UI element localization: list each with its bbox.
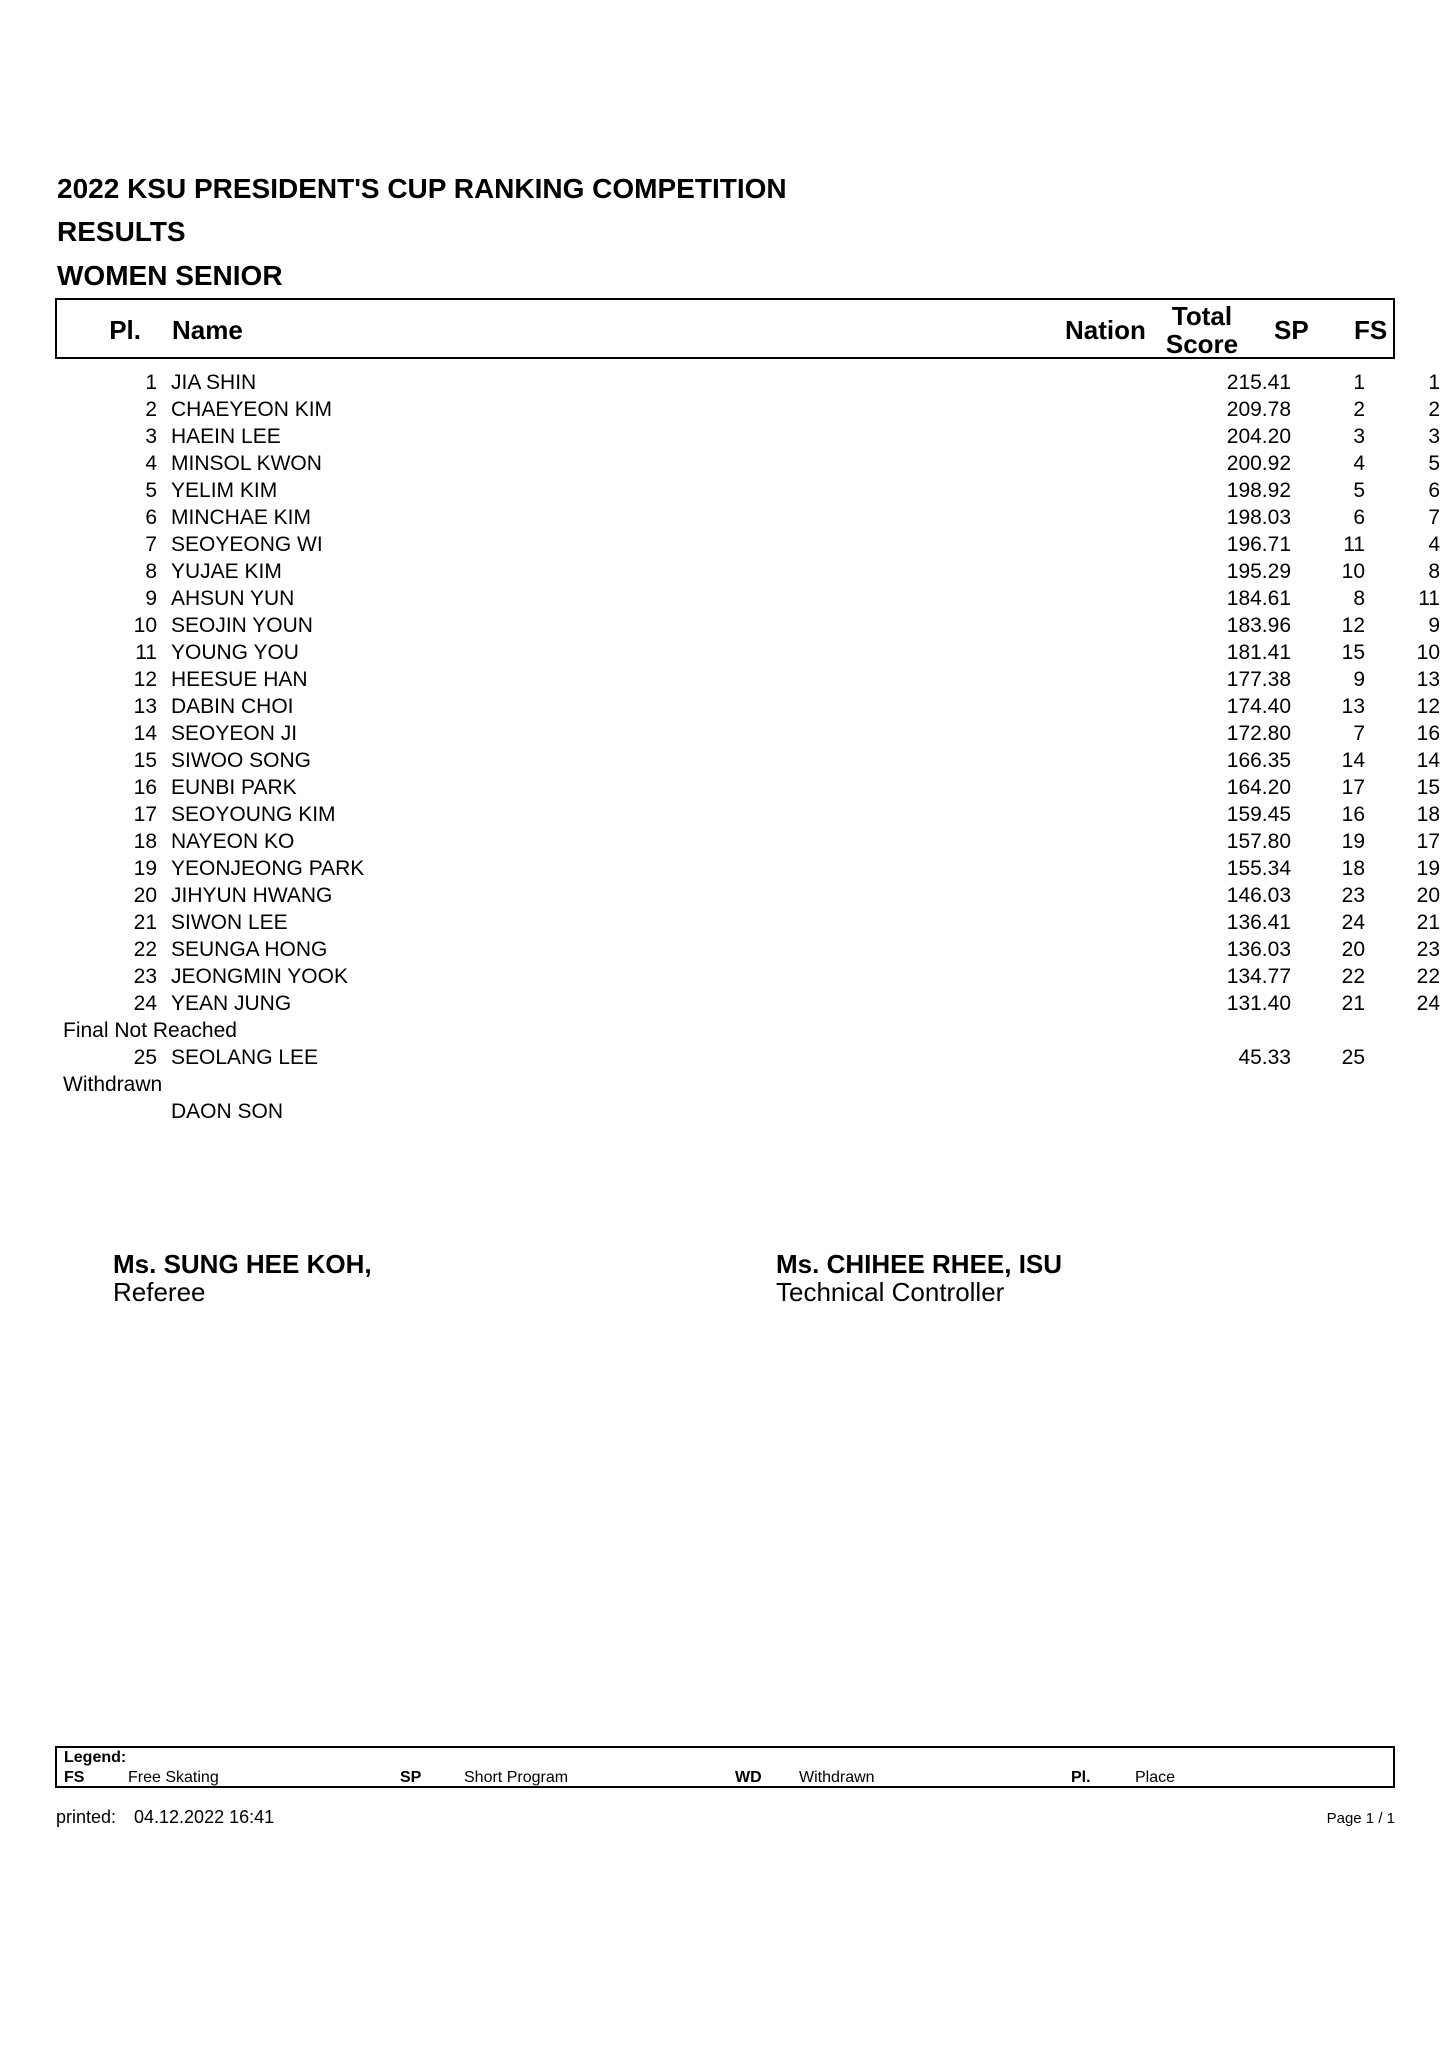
header-nation: Nation [1065,315,1146,345]
table-row [57,1044,1393,1071]
legend-desc-pl: Place [1135,1769,1176,1786]
table-row [57,828,1440,855]
place-cell: 17 [133,803,157,826]
place-cell: 1 [145,371,157,394]
table-row [57,693,1440,720]
total-score-cell: 45.33 [1238,1046,1291,1069]
sp-rank-cell: 5 [1353,479,1365,502]
fs-rank-cell: 1 [1428,371,1440,394]
fs-rank-cell: 7 [1428,506,1440,529]
place-cell: 12 [133,668,157,691]
total-score-cell: 155.34 [1226,857,1291,880]
place-cell: 13 [133,695,157,718]
total-score-cell: 198.92 [1226,479,1291,502]
place-cell: 22 [133,938,157,961]
fs-rank-cell: 22 [1416,965,1440,988]
place-cell: 4 [145,452,157,475]
total-score-cell: 136.41 [1226,911,1291,934]
sp-rank-cell: 12 [1341,614,1365,637]
table-row [57,531,1440,558]
table-row [57,558,1440,585]
fs-rank-cell: 4 [1428,533,1440,556]
name-cell: SEOYEONG WI [171,533,323,556]
printed-label: printed: [56,1807,117,1827]
table-row [57,423,1440,450]
name-cell: SEOLANG LEE [171,1046,319,1069]
name-cell: JIA SHIN [171,371,257,394]
place-cell: 2 [145,398,157,421]
fs-rank-cell: 6 [1428,479,1440,502]
place-cell: 25 [133,1046,157,1069]
fs-rank-cell: 19 [1416,857,1440,880]
place-cell: 9 [145,587,157,610]
sp-rank-cell: 23 [1341,884,1365,907]
table-row [57,963,1440,990]
place-cell: 19 [133,857,157,880]
table-row [57,855,1440,882]
sp-rank-cell: 2 [1353,398,1365,421]
sp-rank-cell: 7 [1353,722,1365,745]
technical-controller-name: Ms. CHIHEE RHEE, ISU [776,1249,1063,1279]
total-score-cell: 166.35 [1226,749,1291,772]
header-name: Name [172,315,243,345]
name-cell: SEUNGA HONG [171,938,328,961]
total-score-cell: 184.61 [1226,587,1291,610]
referee-name: Ms. SUNG HEE KOH, [113,1249,372,1279]
header-sp: SP [1274,315,1309,345]
sp-rank-cell: 8 [1353,587,1365,610]
table-row [57,801,1440,828]
total-score-cell: 164.20 [1226,776,1291,799]
sp-rank-cell: 18 [1341,857,1365,880]
total-score-cell: 204.20 [1226,425,1291,448]
table-row [57,882,1440,909]
place-cell: 8 [145,560,157,583]
name-cell: YUJAE KIM [171,560,282,583]
place-cell: 11 [135,641,157,664]
name-cell: SEOYOUNG KIM [171,803,336,826]
legend-abbr-sp: SP [400,1769,422,1786]
total-score-cell: 198.03 [1226,506,1291,529]
legend-abbr-wd: WD [735,1769,762,1786]
sp-rank-cell: 3 [1353,425,1365,448]
name-cell: HEESUE HAN [171,668,308,691]
table-row [57,747,1440,774]
fs-rank-cell: 12 [1416,695,1440,718]
total-score-cell: 131.40 [1226,992,1291,1015]
place-cell: 3 [145,425,157,448]
sp-rank-cell: 1 [1353,371,1365,394]
name-cell: HAEIN LEE [171,425,281,448]
name-cell: YELIM KIM [171,479,278,502]
sp-rank-cell: 25 [1341,1046,1365,1069]
header-total-line2: Score [1165,329,1239,359]
table-row [57,1098,1393,1125]
name-cell: YEAN JUNG [171,992,292,1015]
fs-rank-cell: 18 [1416,803,1440,826]
fs-rank-cell: 5 [1428,452,1440,475]
sp-rank-cell: 9 [1353,668,1365,691]
name-cell: CHAEYEON KIM [171,398,333,421]
place-cell: 16 [133,776,157,799]
place-cell: 23 [133,965,157,988]
table-header [55,298,1395,359]
sp-rank-cell: 6 [1353,506,1365,529]
header-total-line1: Total [1171,301,1233,331]
total-score-cell: 195.29 [1226,560,1291,583]
name-cell: EUNBI PARK [171,776,297,799]
sp-rank-cell: 10 [1341,560,1365,583]
competition-title: 2022 KSU PRESIDENT'S CUP RANKING COMPETITION [57,173,787,204]
table-row [57,720,1440,747]
total-score-cell: 159.45 [1226,803,1291,826]
page-number: Page 1 / 1 [1326,1810,1395,1827]
header-fs: FS [1354,315,1388,345]
name-cell: NAYEON KO [171,830,295,853]
table-row [57,585,1440,612]
legend-desc-wd: Withdrawn [799,1769,875,1786]
sp-rank-cell: 16 [1341,803,1365,826]
header-place: Pl. [109,315,141,345]
name-cell: SEOJIN YOUN [171,614,313,637]
fs-rank-cell: 24 [1416,992,1440,1015]
total-score-cell: 172.80 [1226,722,1291,745]
name-cell: SIWON LEE [171,911,288,934]
fs-rank-cell: 8 [1428,560,1440,583]
place-cell: 24 [133,992,157,1015]
table-row [57,369,1440,396]
total-score-cell: 181.41 [1226,641,1291,664]
place-cell: 6 [145,506,157,529]
name-cell: MINSOL KWON [171,452,322,475]
table-row [57,612,1440,639]
sp-rank-cell: 21 [1341,992,1365,1015]
fs-rank-cell: 23 [1416,938,1440,961]
table-row [57,450,1440,477]
sp-rank-cell: 13 [1341,695,1365,718]
results-heading: RESULTS [57,216,186,247]
name-cell: JEONGMIN YOOK [171,965,348,988]
name-cell: SIWOO SONG [171,749,312,772]
sp-rank-cell: 17 [1341,776,1365,799]
legend-abbr-pl: Pl. [1071,1769,1091,1786]
fs-rank-cell: 14 [1416,749,1440,772]
sp-rank-cell: 22 [1341,965,1365,988]
table-row [57,666,1440,693]
table-row [57,909,1440,936]
header-total-score [1157,302,1247,358]
table-row [57,396,1440,423]
place-cell: 20 [133,884,157,907]
place-cell: 15 [133,749,157,772]
name-cell: DAON SON [171,1100,284,1123]
final-not-reached-label: Final Not Reached [63,1019,237,1042]
total-score-cell: 196.71 [1226,533,1291,556]
name-cell: SEOYEON JI [171,722,298,745]
referee-role: Referee [113,1277,206,1307]
table-row [57,639,1440,666]
place-cell: 18 [133,830,157,853]
fs-rank-cell: 10 [1416,641,1440,664]
name-cell: DABIN CHOI [171,695,294,718]
sp-rank-cell: 11 [1343,533,1365,556]
sp-rank-cell: 19 [1341,830,1365,853]
total-score-cell: 157.80 [1226,830,1291,853]
total-score-cell: 200.92 [1226,452,1291,475]
fs-rank-cell: 16 [1416,722,1440,745]
sp-rank-cell: 14 [1341,749,1365,772]
name-cell: AHSUN YUN [171,587,295,610]
fs-rank-cell: 17 [1416,830,1440,853]
legend-desc-sp: Short Program [464,1769,569,1786]
fs-rank-cell: 9 [1428,614,1440,637]
total-score-cell: 177.38 [1226,668,1291,691]
place-cell: 14 [133,722,157,745]
legend [55,1746,1395,1788]
sp-rank-cell: 24 [1341,911,1365,934]
total-score-cell: 215.41 [1226,371,1291,394]
sp-rank-cell: 15 [1341,641,1365,664]
results-table-body [57,369,1440,1125]
legend-title: Legend: [64,1749,127,1766]
fs-rank-cell: 13 [1416,668,1440,691]
fs-rank-cell: 2 [1428,398,1440,421]
table-row [57,477,1440,504]
total-score-cell: 134.77 [1226,965,1291,988]
place-cell: 5 [145,479,157,502]
legend-desc-fs: Free Skating [128,1769,219,1786]
place-cell: 10 [133,614,157,637]
table-row [57,990,1440,1017]
total-score-cell: 209.78 [1226,398,1291,421]
name-cell: MINCHAE KIM [171,506,312,529]
table-row [57,504,1440,531]
table-row [57,936,1440,963]
total-score-cell: 174.40 [1226,695,1291,718]
fs-rank-cell: 3 [1428,425,1440,448]
technical-controller-role: Technical Controller [776,1277,1005,1307]
total-score-cell: 183.96 [1226,614,1291,637]
legend-abbr-fs: FS [64,1769,85,1786]
place-cell: 7 [145,533,157,556]
fs-rank-cell: 20 [1416,884,1440,907]
name-cell: YEONJEONG PARK [171,857,365,880]
fs-rank-cell: 15 [1416,776,1440,799]
printed-timestamp: 04.12.2022 16:41 [134,1807,275,1827]
table-row [57,774,1440,801]
withdrawn-label: Withdrawn [63,1073,163,1096]
place-cell: 21 [133,911,157,934]
total-score-cell: 136.03 [1226,938,1291,961]
fs-rank-cell: 21 [1416,911,1440,934]
name-cell: YOUNG YOU [171,641,299,664]
sp-rank-cell: 4 [1353,452,1365,475]
name-cell: JIHYUN HWANG [171,884,333,907]
category-heading: WOMEN SENIOR [57,260,283,291]
total-score-cell: 146.03 [1226,884,1291,907]
fs-rank-cell: 11 [1418,587,1440,610]
sp-rank-cell: 20 [1341,938,1365,961]
